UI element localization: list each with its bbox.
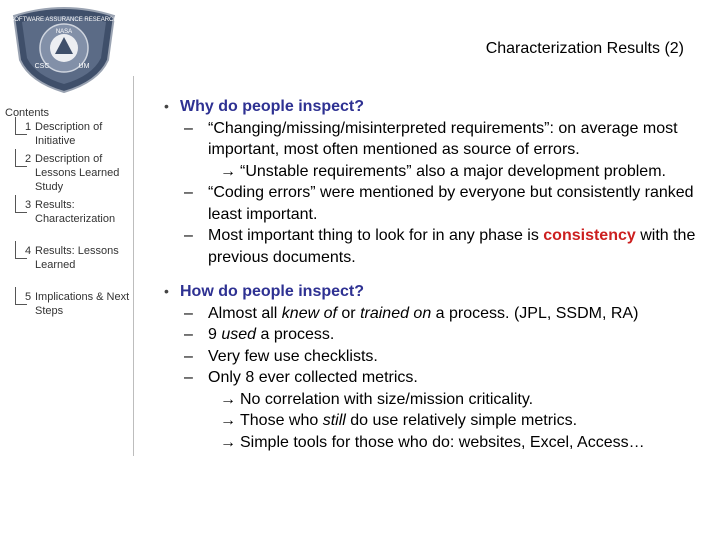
sidebar-item-number: 5 — [25, 291, 32, 303]
text-segment: a process. (JPL, SSDM, RA) — [431, 304, 639, 322]
sidebar-item-lessons-study[interactable] — [5, 152, 133, 198]
sidebar-item-label: Results: Characterization — [35, 199, 116, 225]
arrow-icon: → — [220, 162, 236, 180]
arrow-icon: → — [220, 433, 236, 451]
text-segment: Those who — [240, 412, 323, 429]
sub-bullet — [164, 182, 704, 225]
text-segment-italic: used — [221, 326, 257, 343]
arrow-bullet-text: No correlation with size/mission criticality. — [240, 390, 534, 408]
organization-logo — [8, 4, 120, 94]
sub-bullet-text: “Coding errors” were mentioned by everyone but consistently ranked least important. — [208, 184, 694, 223]
arrow-icon: → — [220, 390, 236, 408]
sidebar-item-label: Description of Lessons Learned Study — [35, 153, 120, 193]
text-segment: Almost all — [208, 304, 282, 322]
arrow-bullet — [164, 389, 704, 411]
arrow-icon: → — [220, 412, 236, 429]
bullet-how-inspect: • How do people inspect? — [164, 281, 704, 303]
dash-marker: – — [184, 184, 193, 201]
sub-bullet-text: “Changing/missing/misinterpreted requirements”: on average most important, most often mentioned as source of errors. — [208, 119, 678, 158]
sidebar-divider — [133, 76, 134, 456]
dash-marker: – — [184, 326, 193, 343]
sub-bullet-text-post: with the previous documents. — [208, 227, 696, 266]
arrow-bullet — [164, 432, 704, 454]
slide-content — [164, 96, 704, 453]
sub-bullet — [164, 324, 704, 346]
sub-bullet — [164, 303, 704, 325]
dash-marker: – — [184, 119, 193, 137]
slide-title: Characterization Results (2) — [485, 40, 684, 57]
dash-marker: – — [184, 227, 193, 244]
highlight-consistency: consistency — [543, 227, 636, 244]
dash-marker: – — [184, 369, 193, 386]
contents-heading: Contents — [5, 107, 50, 119]
sub-bullet — [164, 118, 704, 161]
text-segment: a process. — [256, 326, 335, 343]
text-segment: or — [336, 304, 361, 322]
bullet-why-inspect: • Why do people inspect? — [164, 96, 704, 118]
text-segment-italic: trained on — [360, 304, 432, 322]
sidebar-item-number: 1 — [25, 121, 32, 133]
sidebar-item-number: 4 — [25, 245, 32, 257]
sub-bullet-text: Only 8 ever collected metrics. — [208, 369, 418, 386]
text-segment: 9 — [208, 326, 222, 343]
arrow-bullet — [164, 410, 704, 432]
text-segment: do use relatively simple metrics. — [345, 412, 578, 429]
logo-text-mid: NASA — [55, 29, 73, 35]
logo-text-right: UM — [78, 63, 90, 70]
sidebar-item-label: Results: Lessons Learned — [35, 245, 119, 271]
sidebar-item-characterization[interactable] — [5, 198, 133, 244]
sidebar-item-number: 2 — [25, 153, 32, 165]
sub-bullet-text: Very few use checklists. — [208, 347, 378, 365]
arrow-bullet-text: Simple tools for those who do: websites, Excel, Access… — [240, 433, 645, 451]
contents-sidebar — [5, 107, 133, 322]
arrow-bullet — [164, 161, 704, 183]
sidebar-item-lessons-learned[interactable] — [5, 244, 133, 290]
dash-marker: – — [184, 347, 193, 365]
sub-bullet — [164, 346, 704, 368]
sidebar-item-initiative[interactable] — [5, 120, 133, 152]
sidebar-item-number: 3 — [25, 199, 32, 211]
logo-text-top: SOFTWARE ASSURANCE RESEARCH — [10, 17, 118, 23]
sidebar-item-label: Implications & Next Steps — [35, 291, 130, 317]
logo-text-left: CSC — [34, 63, 50, 70]
sidebar-item-label: Description of Initiative — [35, 121, 103, 147]
text-segment-italic: knew of — [281, 304, 337, 322]
sidebar-item-implications[interactable] — [5, 290, 133, 322]
arrow-bullet-text: “Unstable requirements” also a major development problem. — [240, 162, 666, 180]
sub-bullet-text-pre: Most important thing to look for in any phase is — [208, 227, 544, 244]
sub-bullet — [164, 225, 704, 268]
sub-bullet — [164, 367, 704, 389]
text-segment-italic: still — [322, 412, 346, 429]
dash-marker: – — [184, 304, 193, 322]
